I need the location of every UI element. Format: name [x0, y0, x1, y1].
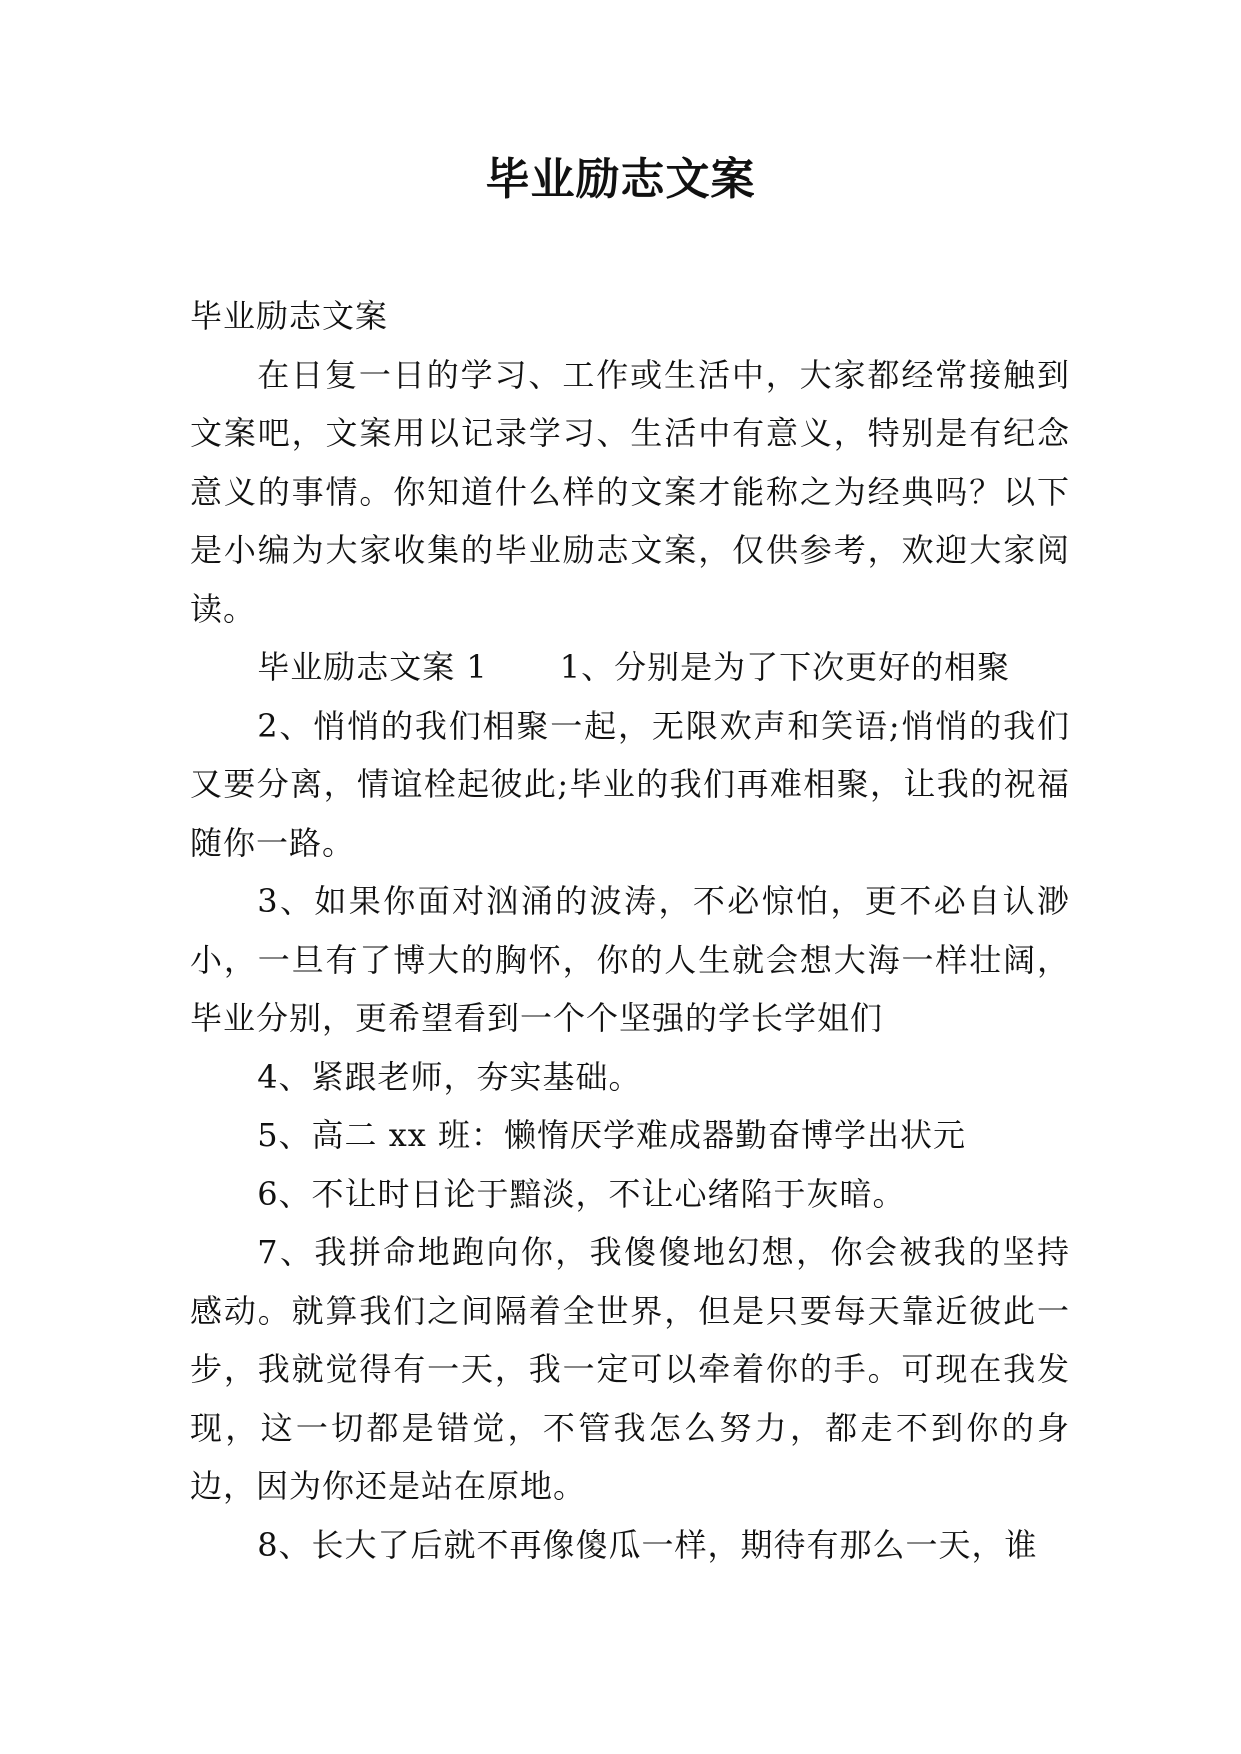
- intro-paragraph: 在日复一日的学习、工作或生活中，大家都经常接触到文案吧，文案用以记录学习、生活中有意义，特别是有纪念意义的事情。你知道什么样的文案才能称之为经典吗？以下是小编为大家收集的毕业励志文案，仅供参考，欢迎大家阅读。: [190, 355, 1070, 628]
- section-heading: 毕业励志文案 1: [257, 648, 488, 686]
- list-item-4: 4、紧跟老师，夯实基础。: [257, 1057, 642, 1096]
- list-item-3: 3、如果你面对汹涌的波涛，不必惊怕，更不必自认渺小，一旦有了博大的胸怀，你的人生就会想大海一样壮阔，毕业分别，更希望看到一个个坚强的学长学姐们: [190, 882, 1070, 1037]
- list-item-6: 6、不让时日论于黯淡，不让心绪陷于灰暗。: [257, 1174, 906, 1213]
- list-item-1: 1、分别是为了下次更好的相聚: [559, 648, 1011, 686]
- list-item-2: 2、悄悄的我们相聚一起，无限欢声和笑语;悄悄的我们又要分离，情谊栓起彼此;毕业的我们再难相聚，让我的祝福随你一路。: [190, 706, 1070, 862]
- document-title: 毕业励志文案: [485, 154, 756, 205]
- list-item-7: 7、我拼命地跑向你，我傻傻地幻想，你会被我的坚持感动。就算我们之间隔着全世界，但是只要每天靠近彼此一步，我就觉得有一天，我一定可以牵着你的手。可现在我发现，这一切都是错觉，不管我怎么努力，都走不到你的身边，因为你还是站在原地。: [190, 1233, 1070, 1505]
- document-body: [190, 287, 1070, 1574]
- list-item-5: 5、高二 xx 班：懒惰厌学难成器勤奋博学出状元: [257, 1116, 966, 1154]
- section-line: [190, 638, 1070, 697]
- list-item-8: 8、长大了后就不再像傻瓜一样，期待有那么一天，谁: [257, 1525, 1038, 1564]
- document-subtitle: 毕业励志文案: [190, 297, 389, 335]
